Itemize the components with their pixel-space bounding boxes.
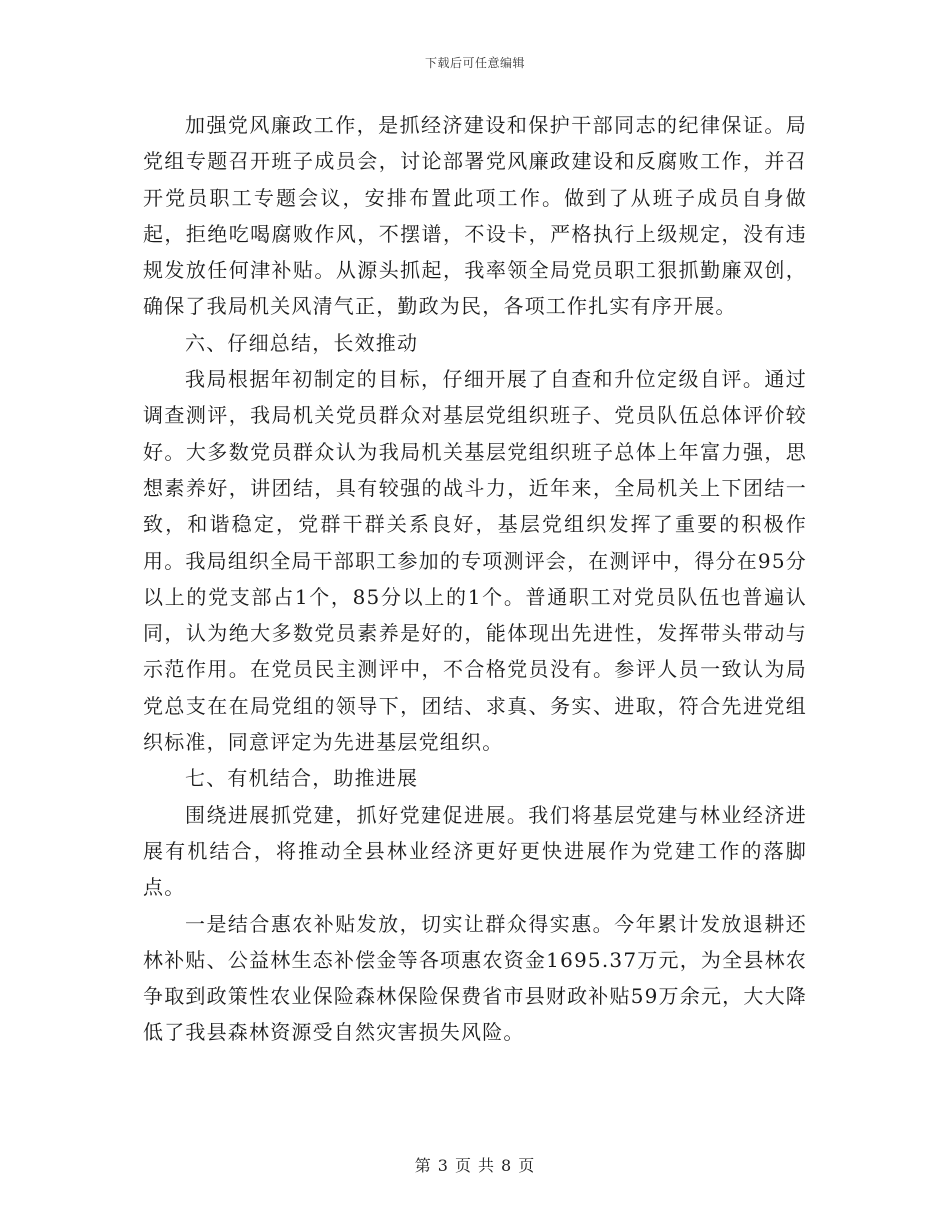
paragraph-development: 围绕进展抓党建，抓好党建促进展。我们将基层党建与林业经济进展有机结合，将推动全县林业经济更好更快进展作为党建工作的落脚点。 [143,802,807,900]
footer-page-number: 3 [437,1156,449,1175]
document-body [143,107,807,1051]
paragraph-subsidy: 一是结合惠农补贴发放，切实让群众得实惠。今年累计发放退耕还林补贴、公益林生态补偿金等各项惠农资金1695.37万元，为全县林农争取到政策性农业保险森林保险保费省市县财政补贴59万余元，大大降低了我县森林资源受自然灾害损失风险。 [143,911,807,1045]
page-footer [0,1153,950,1176]
footer-middle: 页 共 [454,1156,496,1175]
page-header: 下载后可任意编辑 [424,56,525,70]
section-heading-seven: 七、有机结合，助推进展 [185,766,419,791]
footer-prefix: 第 [414,1156,432,1175]
paragraph-self-evaluation: 我局根据年初制定的目标，仔细开展了自查和升位定级自评。通过调查测评，我局机关党员群众对基层党组织班子、党员队伍总体评价较好。大多数党员群众认为我局机关基层党组织班子总体上年富力强，思想素养好，讲团结，具有较强的战斗力，近年来，全局机关上下团结一致，和谐稳定，党群干群关系良好，基层党组织发挥了重要的积极作用。我局组织全局干部职工参加的专项测评会，在测评中，得分在95分以上的党支部占1个，85分以上的1个。普通职工对党员队伍也普遍认同，认为绝大多数党员素养是好的，能体现出先进性，发挥带头带动与示范作用。在党员民主测评中，不合格党员没有。参评人员一致认为局党总支在在局党组的领导下，团结、求真、务实、进取，符合先进党组织标准，同意评定为先进基层党组织。 [143,367,807,755]
footer-total-pages: 8 [501,1156,513,1175]
paragraph-party-conduct: 加强党风廉政工作，是抓经济建设和保护干部同志的纪律保证。局党组专题召开班子成员会，讨论部署党风廉政建设和反腐败工作，并召开党员职工专题会议，安排布置此项工作。做到了从班子成员自身做起，拒绝吃喝腐败作风，不摆谱，不设卡，严格执行上级规定，没有违规发放任何津补贴。从源头抓起，我率领全局党员职工狠抓勤廉双创，确保了我局机关风清气正，勤政为民，各项工作扎实有序开展。 [143,113,807,319]
footer-suffix: 页 [518,1156,536,1175]
section-heading-six: 六、仔细总结，长效推动 [185,330,419,355]
